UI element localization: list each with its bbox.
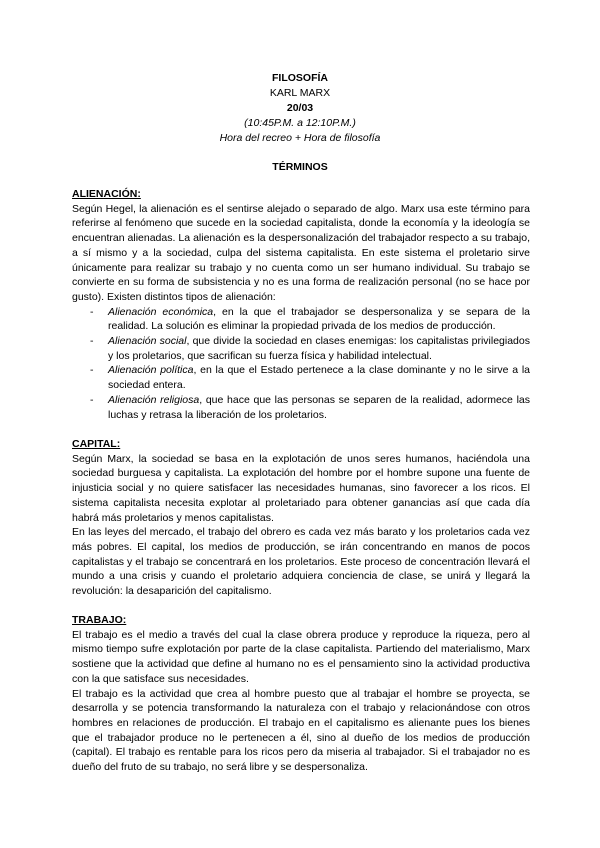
- term-name: Alienación social: [108, 335, 187, 348]
- section-heading: CAPITAL:: [72, 438, 121, 450]
- alienation-types-list: [72, 305, 530, 423]
- section-trabajo: [72, 613, 530, 775]
- section-heading: TRABAJO:: [72, 614, 127, 626]
- section-alienacion: [72, 187, 530, 422]
- term-description: , que divide la sociedad en clases enemigas: los capitalistas privilegiados y los proletarios, que sacrifican su fuerza física y habilidad intelectual.: [108, 335, 530, 362]
- section-capital: [72, 437, 530, 599]
- term-name: Alienación económica: [108, 305, 214, 318]
- section-paragraph: El trabajo es el medio a través del cual la clase obrera produce y reproduce la riqueza, pero al mismo tiempo sufre explotación por parte de la clase capitalista. Partiendo del materialismo, Marx sostiene que la actividad que define al humano no es el pensamiento sino la actividad productiva con la que satisface sus necesidades.: [72, 628, 530, 685]
- list-item: - Alienación política, en la que el Estado pertenece a la clase dominante y no le sirve a la sociedad entera.: [90, 364, 530, 392]
- section-paragraph: El trabajo es la actividad que crea al hombre puesto que al trabajar el hombre se proyecta, se desarrolla y se potencia transformando la naturaleza con el trabajo y relacionándose con otros hombres en relaciones de producción. El trabajo en el capitalismo es alienante pues los bienes que el trabajador produce no le pertenecen a él, sino al dueño de los medios de producción (capital). El trabajo es rentable para los ricos pero da miseria al trabajador. Si el trabajador no es dueño del fruto de su trabajo, no será libre y se despersonaliza.: [72, 687, 530, 774]
- date: 20/03: [286, 102, 314, 114]
- subject-title: FILOSOFÍA: [272, 72, 328, 84]
- time-range: (10:45P.M. a 12:10P.M.): [244, 117, 356, 129]
- term-name: Alienación religiosa: [108, 393, 200, 406]
- author-name: KARL MARX: [269, 87, 331, 99]
- term-name: Alienación política: [108, 364, 194, 377]
- section-heading: ALIENACIÓN:: [72, 188, 141, 200]
- section-paragraph: En las leyes del mercado, el trabajo del obrero es cada vez más barato y los proletarios cada vez más pobres. El capital, los medios de producción, se irán concentrando en manos de pocos capitalistas y el trabajo se concentrará en los proletarios. Este proceso de concentración llevará el mundo a una crisis y cuando el proletario adquiera conciencia de clase, se unirá y llegará la revolución: la desaparición del capitalismo.: [72, 526, 530, 598]
- terms-title: TÉRMINOS: [272, 161, 328, 173]
- document-header: [0, 71, 600, 146]
- class-note: Hora del recreo + Hora de filosofía: [219, 132, 381, 144]
- term-description: , en la que el Estado pertenece a la clase dominante y no le sirve a la sociedad entera.: [108, 364, 530, 392]
- term-description: , en la que el trabajador se despersonaliza y se separa de la realidad. La solución es eliminar la propiedad privada de los medios de producción.: [108, 305, 530, 333]
- term-description: , que hace que las personas se separen de la realidad, adormece las luchas y retrasa la liberación de los proletarios.: [108, 393, 530, 421]
- list-item: - Alienación social, que divide la sociedad en clases enemigas: los capitalistas privilegiados y los proletarios, que sacrifican su fuerza física y habilidad intelectual.: [90, 335, 530, 362]
- section-paragraph: Según Hegel, la alienación es el sentirse alejado o separado de algo. Marx usa este término para referirse al fenómeno que sucede en la sociedad capitalista, donde la economía y la ideología se encuentran alienadas. La alienación es la despersonalización del trabajador respecto a su trabajo, a sí mismo y a la sociedad, culpa del sistema capitalista. En este sistema el proletario sirve únicamente para realizar su trabajo y no cuenta como un ser humano individual. Su trabajo se convierte en su forma de subsistencia y no es una forma de realización personal (no se hace por gusto). Existen distintos tipos de alienación:: [72, 202, 530, 303]
- list-item: - Alienación económica, en la que el trabajador se despersonaliza y se separa de la realidad. La solución es eliminar la propiedad privada de los medios de producción.: [90, 305, 530, 333]
- list-item: - Alienación religiosa, que hace que las personas se separen de la realidad, adormece las luchas y retrasa la liberación de los proletarios.: [90, 393, 530, 421]
- section-paragraph: Según Marx, la sociedad se basa en la explotación de unos seres humanos, haciéndola una sociedad burguesa y capitalista. La explotación del hombre por el hombre supone una fuente de injusticia social y no quiere satisfacer las necesidades humanas, sino favorecer a los ricos. El sistema capitalista necesita explotar al proletariado para obtener ganancias así que cada día habrá más proletarios y menos capitalistas.: [72, 452, 530, 524]
